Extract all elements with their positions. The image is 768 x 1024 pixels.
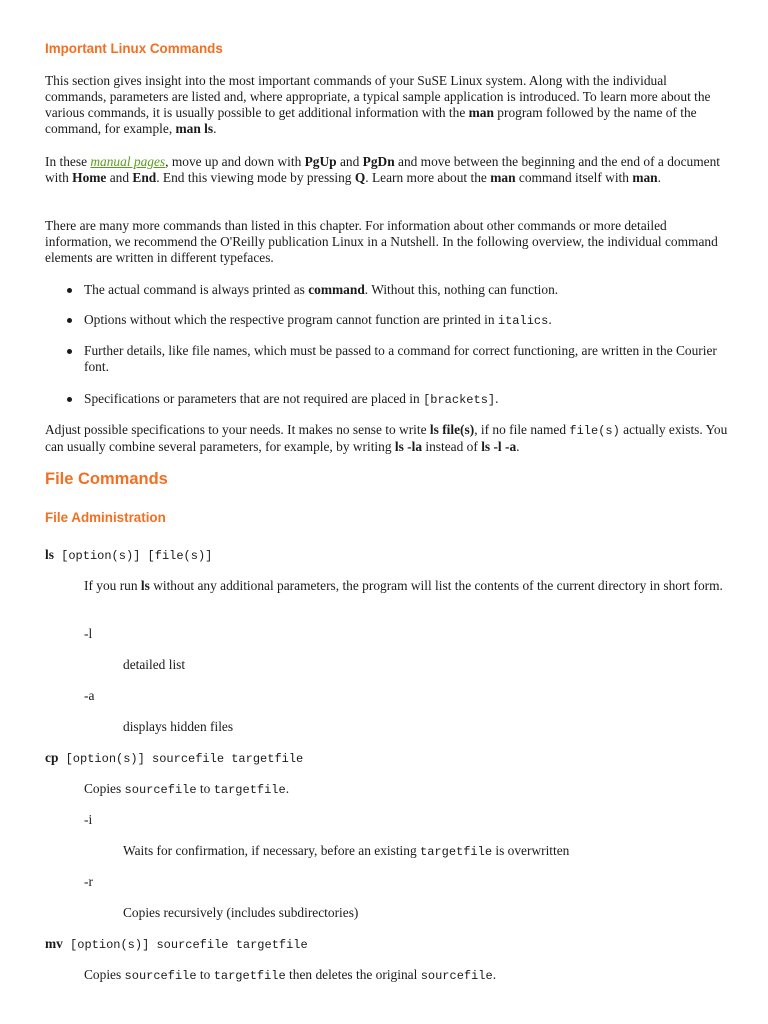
mv-description: Copies sourcefile to targetfile then deletes the original sourcefile. [84, 967, 497, 983]
section-title: Important Linux Commands [45, 41, 223, 56]
file-administration-heading: File Administration [45, 510, 166, 525]
cp-command-signature: cp [option(s)] sourcefile targetfile [45, 750, 304, 766]
adjust-paragraph: Adjust possible specifications to your needs. It makes no sense to write ls file(s), if no file named file(s) actually exists. You can usually combine several parameters, for example, by writing ls -la instead of ls -l -a. [45, 422, 728, 454]
ls-command-signature: ls [option(s)] [file(s)] [45, 547, 213, 563]
ls-option-l: -l [84, 626, 93, 641]
intro-paragraph-3: There are many more commands than listed in this chapter. For information about other commands or more detailed information, we recommend the O'Reilly publication Linux in a Nutshell. In the following overview, the individual command elements are written in different typefaces. [45, 218, 718, 265]
cp-option-r-description: Copies recursively (includes subdirectories) [123, 905, 359, 920]
cp-option-i-description: Waits for confirmation, if necessary, before an existing targetfile is overwritten [123, 843, 570, 859]
mv-command-signature: mv [option(s)] sourcefile targetfile [45, 936, 308, 952]
manual-pages-link[interactable]: manual pages [90, 154, 166, 169]
ls-description: If you run ls without any additional parameters, the program will list the contents of the current directory in short form. [84, 578, 723, 593]
cp-option-r: -r [84, 874, 93, 889]
intro-paragraph-2: In these manual pages, move up and down with PgUp and PgDn and move between the beginning and the end of a document with Home and End. End this viewing mode by pressing Q. Learn more about the man command itself with man. [45, 154, 721, 185]
file-commands-heading: File Commands [45, 470, 168, 488]
ls-option-a: -a [84, 688, 95, 703]
list-item: Options without which the respective program cannot function are printed in italics. [84, 312, 734, 329]
ls-option-a-description: displays hidden files [123, 719, 234, 734]
list-item: Specifications or parameters that are not required are placed in [brackets]. [84, 391, 734, 408]
intro-paragraph-1: This section gives insight into the most important commands of your SuSE Linux system. Along with the individual commands, parameters are listed and, where appropriate, a typical sample application is introduced. To learn more about the various commands, it is usually possible to get additional information with the man program followed by the name of the command, for example, man ls. [45, 73, 711, 136]
list-item: The actual command is always printed as command. Without this, nothing can function. [84, 282, 734, 298]
cp-option-i: -i [84, 812, 93, 827]
list-item: Further details, like file names, which must be passed to a command for correct functioning, are written in the Courier font. [84, 343, 734, 375]
cp-description: Copies sourcefile to targetfile. [84, 781, 290, 797]
ls-option-l-description: detailed list [123, 657, 186, 672]
